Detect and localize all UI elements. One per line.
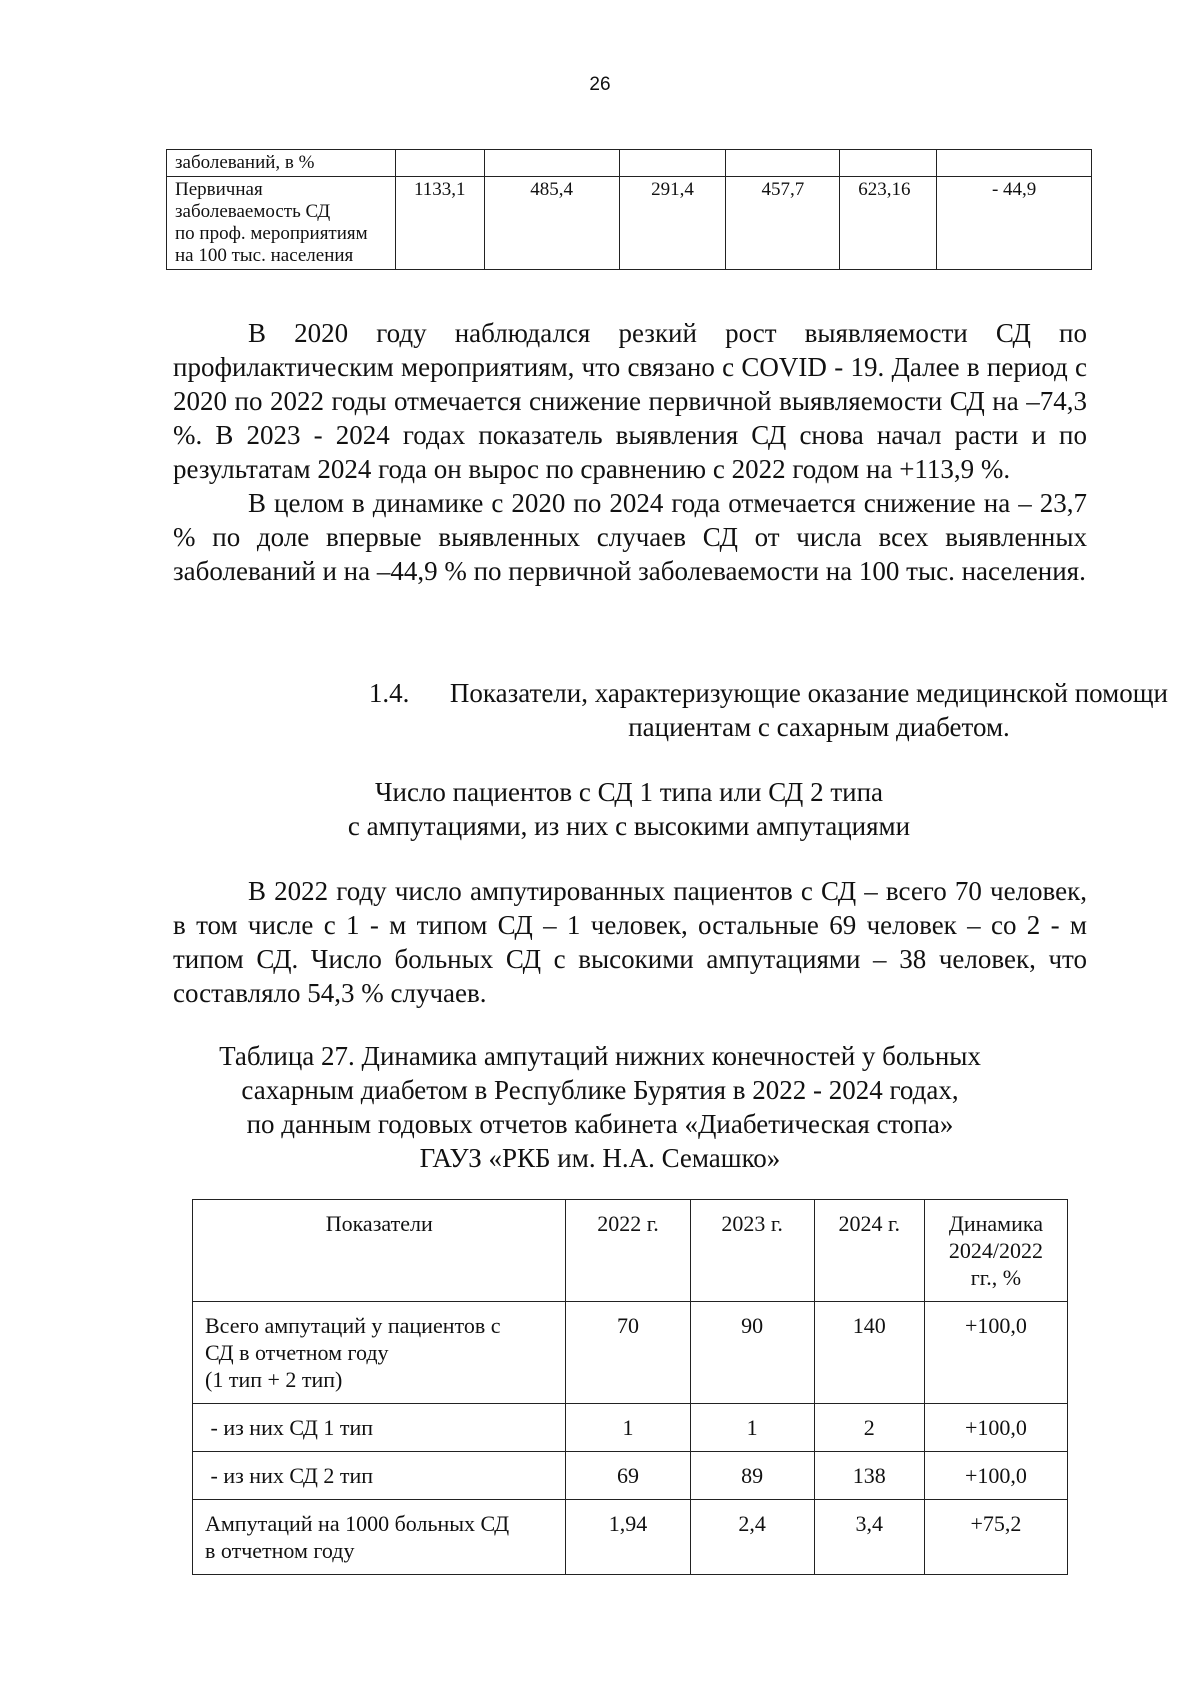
row-label: Всего ампутаций у пациентов с СД в отчетном году (1 тип + 2 тип) <box>193 1302 566 1404</box>
cell-value: 1 <box>566 1404 690 1452</box>
paragraph: В 2022 году число ампутированных пациентов с СД – всего 70 человек, в том числе с 1 - м типом СД – 1 человек, остальные 69 человек – со 2 - м типом СД. Число больных СД с высокими ампутациями – 38 человек, что составляло 54,3 % случаев. <box>173 876 1087 1008</box>
body-text <box>173 316 1087 588</box>
cell-value: 89 <box>690 1452 814 1500</box>
table-header-row <box>193 1200 1068 1302</box>
cell-value: 291,4 <box>619 177 726 270</box>
row-label: - из них СД 2 тип <box>193 1452 566 1500</box>
table-row <box>193 1452 1068 1500</box>
cell-value: 623,16 <box>840 177 937 270</box>
cell-value: 138 <box>814 1452 924 1500</box>
cell-value: 485,4 <box>484 177 619 270</box>
column-header: Показатели <box>193 1200 566 1302</box>
paragraph: В целом в динамике с 2020 по 2024 года отмечается снижение на – 23,7 % по доле впервые выявленных случаев СД от числа всех выявленных заболеваний и на –44,9 % по первичной заболеваемости на 100 тыс. населения. <box>173 488 1087 586</box>
cell-value: 69 <box>566 1452 690 1500</box>
cell-value: - 44,9 <box>937 177 1092 270</box>
cell-value: +100,0 <box>924 1452 1067 1500</box>
section-heading: 1.4. Показатели, характеризующие оказание медицинской помощи пациентам с сахарным диабетом. <box>368 678 1168 742</box>
body-text <box>173 874 1087 1010</box>
subheading: Число пациентов с СД 1 типа или СД 2 типа с ампутациями, из них с высокими ампутациями <box>347 777 911 841</box>
cell-value: 140 <box>814 1302 924 1404</box>
table-row <box>193 1302 1068 1404</box>
cell-value: +100,0 <box>924 1302 1067 1404</box>
cell-value: 3,4 <box>814 1500 924 1575</box>
column-header: 2022 г. <box>566 1200 690 1302</box>
column-header: Динамика 2024/2022 гг., % <box>924 1200 1067 1302</box>
cell-value: +100,0 <box>924 1404 1067 1452</box>
table-row <box>193 1404 1068 1452</box>
column-header: 2023 г. <box>690 1200 814 1302</box>
table-row <box>193 1500 1068 1575</box>
row-label: заболеваний, в % <box>167 150 396 177</box>
top-table <box>166 149 1092 270</box>
cell-value: 1133,1 <box>395 177 484 270</box>
column-header: 2024 г. <box>814 1200 924 1302</box>
cell-value: 90 <box>690 1302 814 1404</box>
cell-value: 1 <box>690 1404 814 1452</box>
cell-value: +75,2 <box>924 1500 1067 1575</box>
table-caption: Таблица 27. Динамика ампутаций нижних конечностей у больных сахарным диабетом в Республике Бурятия в 2022 - 2024 годах, по данным годовых отчетов кабинета «Диабетическая стопа» ГАУЗ «РКБ им. Н.А. Семашко» <box>219 1041 981 1173</box>
paragraph: В 2020 году наблюдался резкий рост выявляемости СД по профилактическим мероприятиям, что связано с COVID - 19. Далее в период с 2020 по 2022 годы отмечается снижение первичной выявляемости СД на –74,3 %. В 2023 - 2024 годах показатель выявления СД снова начал расти и по результатам 2024 года он вырос по сравнению с 2022 годом на +113,9 %. <box>173 318 1087 484</box>
amputation-table <box>192 1199 1068 1575</box>
page-number: 26 <box>589 74 611 95</box>
cell-value: 2 <box>814 1404 924 1452</box>
table-row <box>167 177 1092 270</box>
row-label: Первичная заболеваемость СД по проф. мероприятиям на 100 тыс. населения <box>167 177 396 270</box>
row-label: Ампутаций на 1000 больных СД в отчетном году <box>193 1500 566 1575</box>
cell-value: 70 <box>566 1302 690 1404</box>
row-label: - из них СД 1 тип <box>193 1404 566 1452</box>
cell-value: 457,7 <box>726 177 840 270</box>
cell-value: 2,4 <box>690 1500 814 1575</box>
cell-value: 1,94 <box>566 1500 690 1575</box>
table-row <box>167 150 1092 177</box>
